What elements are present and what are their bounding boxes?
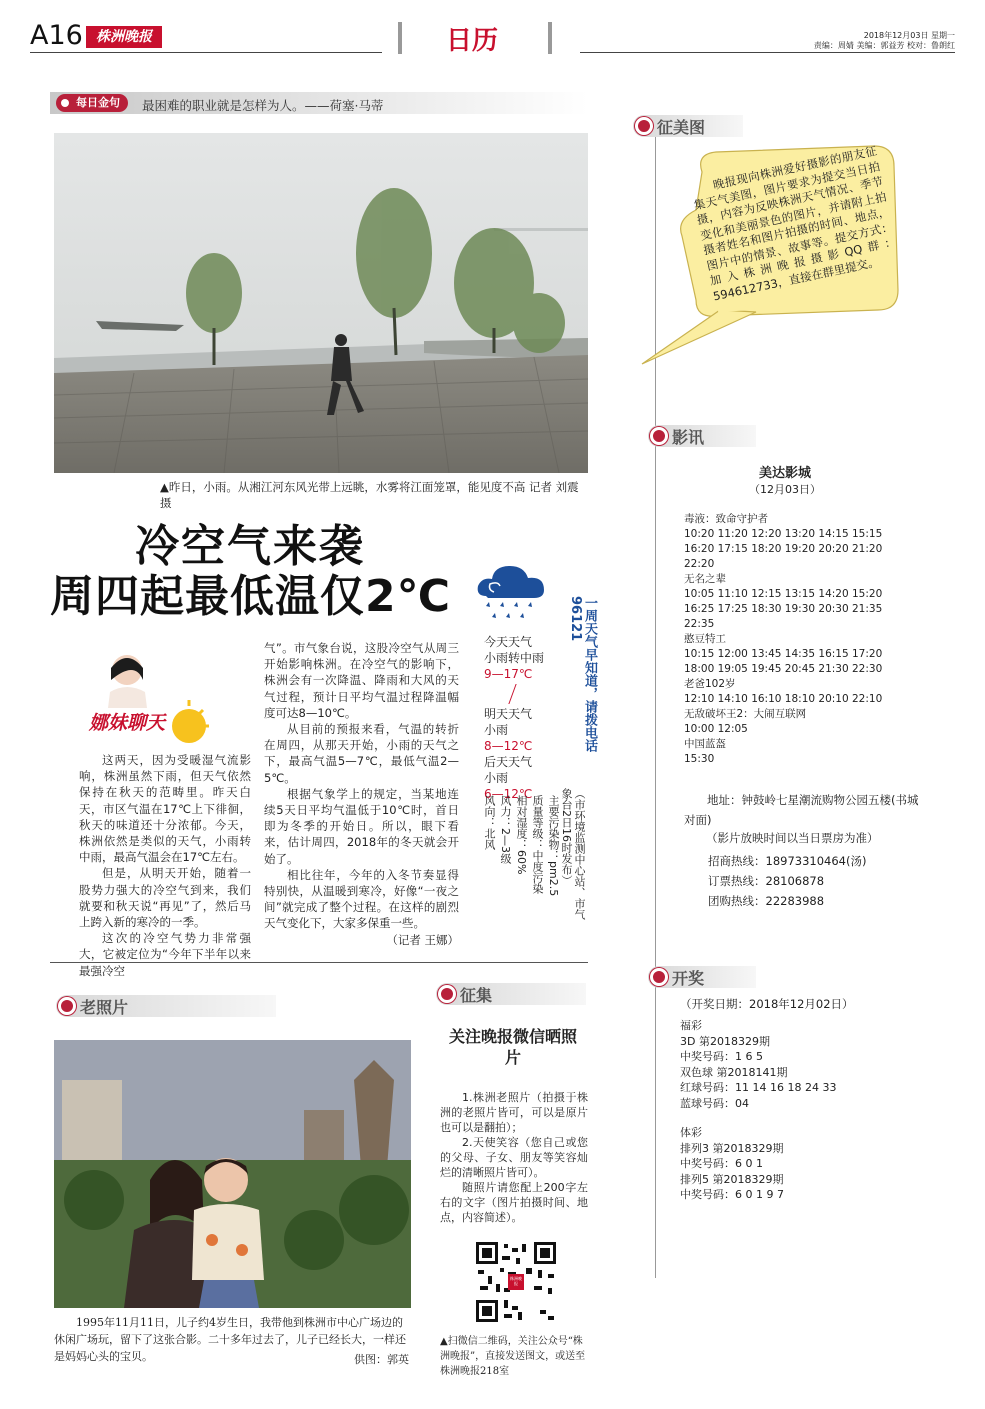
showtimes: 10:05 11:10 12:15 13:15 14:20 15:20 <box>684 588 883 600</box>
showtimes: 16:25 17:25 18:30 19:30 20:30 21:35 <box>684 603 883 615</box>
movie-title: 毒液：致命守护者 <box>684 513 768 525</box>
air-quality: 质量等级：中度污染 <box>531 795 544 894</box>
showtimes: 10:20 11:20 12:20 13:20 14:15 15:15 <box>684 528 883 540</box>
quote-text: 最困难的职业就是怎样为人。——荷塞·马蒂 <box>142 98 384 113</box>
weather-today-desc: 小雨转中雨 <box>484 651 545 665</box>
air-wind-direction: 风向：北风 <box>483 795 496 850</box>
hotline: 订票热线：28106878 <box>708 874 825 888</box>
paragraph: 这次的冷空气势力非常强大，它被定位为“今年下半年以来最强冷空 <box>79 931 251 978</box>
paragraph: 根据气象学上的规定，当某地连续5天日平均气温低于10℃时，首日即为冬季的开始日。所以，眼下看来，估计周四，2018年的冬天就会开始了。 <box>264 786 459 866</box>
collect-items <box>440 1090 588 1225</box>
cinema-name: 美达影城 <box>758 466 811 481</box>
movie-title: 中国蓝盔 <box>684 738 726 750</box>
weather-icon <box>474 562 548 624</box>
cinema-note: （影片放映时间以当日票房为准） <box>706 831 879 845</box>
showtimes: 16:20 17:15 18:20 19:20 20:20 21:20 <box>684 543 883 555</box>
collect-item: 随照片请您配上200字左右的文字（图片拍摄时间、地点，内容简述）。 <box>440 1181 588 1224</box>
lottery-line: 排列3 第2018329期 <box>680 1141 784 1155</box>
weather-station: （市环境监测中心站、市气象台2日16时发布） <box>560 788 586 920</box>
oldphoto-title: 老照片 <box>80 997 129 1017</box>
lottery-line: 中奖号码：1 6 5 <box>680 1050 763 1063</box>
paragraph: 但是，从明天开始，随着一股势力强大的冷空气到来，我们就要和秋天说“再见”了，然后马上跨入新的寒冷的一季。 <box>79 866 251 930</box>
cinema-tag <box>648 425 756 447</box>
page-number: A16 <box>30 20 83 51</box>
cinema-title: 影讯 <box>672 427 705 447</box>
showtimes: 22:35 <box>684 618 715 630</box>
lottery-line: 红球号码：11 14 16 18 24 33 <box>680 1081 837 1094</box>
weather-today-label: 今天天气 <box>484 635 533 649</box>
column-logo <box>85 648 210 748</box>
lottery-fucai-title: 福彩 <box>680 1019 702 1032</box>
lottery-results <box>680 1018 836 1203</box>
weather-hotline: 一周天气早知道，请拨电话96121 <box>568 596 597 752</box>
weather-after-desc: 小雨 <box>484 771 509 785</box>
cinema-date: （12月03日） <box>749 483 821 496</box>
weather-today-temp: 9—17℃ <box>484 667 533 681</box>
ring-icon <box>438 985 456 1003</box>
ring-icon <box>650 427 668 445</box>
lottery-tag <box>648 966 756 988</box>
article-column-1 <box>79 752 251 979</box>
paragraph: 从目前的预报来看，气温的转折在周四，从那天开始，小雨的天气之下，最高气温5—7℃，最低气温2—5℃。 <box>264 722 459 785</box>
header-divider <box>398 22 402 54</box>
paper-logo: 株洲晚报 <box>86 26 162 48</box>
weather-after-label: 后天天气 <box>484 755 533 769</box>
ring-icon <box>635 117 653 135</box>
lottery-line: 中奖号码：6 0 1 9 7 <box>680 1188 784 1201</box>
showtimes: 15:30 <box>684 753 715 765</box>
air-humidity: 相对湿度：60% <box>515 795 528 875</box>
air-wind: 风力：2—3级 <box>499 795 512 864</box>
ring-icon <box>58 997 76 1015</box>
lottery-ticai-title: 体彩 <box>680 1126 702 1139</box>
header-divider <box>548 22 552 54</box>
movie-title: 无名之辈 <box>684 573 726 585</box>
quote-label <box>56 94 128 112</box>
photo-caption: ▲昨日，小雨。从湘江河东风光带上远眺，水雾将江面笼罩，能见度不高 记者 刘震 摄 <box>160 480 579 510</box>
showtimes: 18:00 19:05 19:45 20:45 21:30 22:30 <box>684 663 883 675</box>
weather-air-details <box>480 795 560 907</box>
cinema-address: 地址：钟鼓岭七星潮流购物公园五楼(书城对面) <box>684 793 919 827</box>
weather-after-temp: 6—12℃ <box>484 787 533 801</box>
old-photo <box>54 1040 411 1308</box>
collect-heading: 关注晚报微信晒照片 <box>448 1027 577 1067</box>
oldphoto-credit: 供图：郭英 <box>354 1353 409 1366</box>
section-title: 日历 <box>446 26 499 56</box>
headline-line2: 周四起最低温仅2℃ <box>50 571 451 622</box>
qr-code[interactable] <box>474 1240 558 1324</box>
lottery-line: 3D 第2018329期 <box>680 1034 770 1048</box>
oldphoto-tag <box>56 995 276 1017</box>
zhengmeitu-title: 征美图 <box>657 117 706 137</box>
weather-tomorrow-label: 明天天气 <box>484 707 533 721</box>
lottery-line: 排列5 第2018329期 <box>680 1172 784 1186</box>
header-rule-right <box>580 52 955 53</box>
showtimes: 12:10 14:10 16:10 18:10 20:10 22:10 <box>684 693 883 705</box>
weather-tomorrow-temp: 8—12℃ <box>484 739 533 753</box>
bullet-icon <box>61 99 69 107</box>
article-column-2 <box>264 640 459 948</box>
collect-tag <box>436 983 586 1005</box>
weather-separator <box>508 684 557 704</box>
lottery-line: 蓝球号码：04 <box>680 1096 749 1110</box>
movie-title: 老爸102岁 <box>684 678 736 690</box>
column-logo-text: 娜妹聊天 <box>89 712 166 734</box>
byline: （记者 王娜） <box>386 932 459 947</box>
paragraph: 相比往年，今年的入冬节奏显得特别快，从温暖到寒冷，好像“一夜之间”就完成了整个过程。在这样的剧烈天气变化下，大家多保重一些。 <box>264 867 459 931</box>
paragraph: 气”。市气象台说，这股冷空气从周三开始影响株洲。在冷空气的影响下，株洲会有一次降温、降雨和大风的天气过程，预计日平均气温过程降温幅度可达8—10℃。 <box>264 641 459 720</box>
ring-icon <box>650 968 668 986</box>
movie-title: 憨豆特工 <box>684 633 726 645</box>
header-editors: 责编：周婧 美编：郭益芳 校对：鲁朗红 <box>813 41 955 50</box>
collect-item: 1.株洲老照片（拍摄于株洲的老照片皆可，可以是原片也可以是翻拍）； <box>440 1091 588 1134</box>
header-rule-left <box>30 52 382 53</box>
qr-logo-text: 株洲晚报 <box>510 1276 522 1286</box>
air-pollutant: 主要污染物：pm2.5 <box>547 795 560 897</box>
qr-caption: ▲扫微信二维码，关注公众号“株洲晚报”，直接发送图文，或送至株洲晚报218室 <box>440 1336 586 1377</box>
lottery-date: （开奖日期：2018年12月02日） <box>680 997 854 1011</box>
lottery-line: 中奖号码：6 0 1 <box>680 1157 763 1170</box>
cinema-hotlines <box>708 851 866 911</box>
hotline: 团购热线：22283988 <box>708 894 825 908</box>
headline-line1: 冷空气来袭 <box>135 521 365 572</box>
collect-item: 2.天使笑容（您自己或您的父母、子女、朋友等笑容灿烂的清晰照片皆可）。 <box>440 1136 588 1179</box>
zhengmeitu-text: 晚报现向株洲爱好摄影的朋友征集天气美图，图片要求为提交当日拍摄，内容为反映株洲天气情况、季节变化和美丽景色的图片，并请附上拍摄者姓名和图片拍摄的时间、地点，图片中的情景、故事等。提交方式：加入株洲晚报摄影QQ群：594612733，直接在群里提交。 <box>692 143 898 303</box>
zhengmeitu-tag <box>633 115 743 137</box>
quote-label-text: 每日金句 <box>76 96 120 109</box>
lottery-title: 开奖 <box>672 968 705 988</box>
showtimes: 22:20 <box>684 558 715 570</box>
weather-forecast <box>484 634 554 802</box>
cinema-schedule <box>684 512 944 767</box>
speech-bubble <box>636 140 906 380</box>
weather-tomorrow-desc: 小雨 <box>484 723 509 737</box>
main-photo <box>54 133 588 473</box>
showtimes: 10:00 12:05 <box>684 723 748 735</box>
section-separator <box>50 962 588 963</box>
hotline: 招商热线：18973310464(汤) <box>708 854 867 868</box>
showtimes: 10:15 12:00 13:45 14:35 16:15 17:20 <box>684 648 883 660</box>
oldphoto-caption: 1995年11月11日，儿子约4岁生日，我带他到株洲市中心广场边的休闲广场玩，留下了这张合影。二十多年过去了，儿子已经长大，一样还是妈妈心头的宝贝。 <box>54 1316 406 1363</box>
lottery-line: 双色球 第2018141期 <box>680 1065 788 1079</box>
paragraph: 这两天，因为受暖湿气流影响，株洲虽然下雨，但天气依然保持在秋天的范畴里。昨天白天，市区气温在17℃上下徘徊，秋天的味道还十分浓郁。今天，株洲依然是类似的天气，小雨转中雨，最高气温会在17℃左右。 <box>79 753 251 865</box>
header-date: 2018年12月03日 星期一 <box>863 31 955 40</box>
collect-title: 征集 <box>460 985 493 1005</box>
movie-title: 无敌破坏王2：大闹互联网 <box>684 708 807 720</box>
